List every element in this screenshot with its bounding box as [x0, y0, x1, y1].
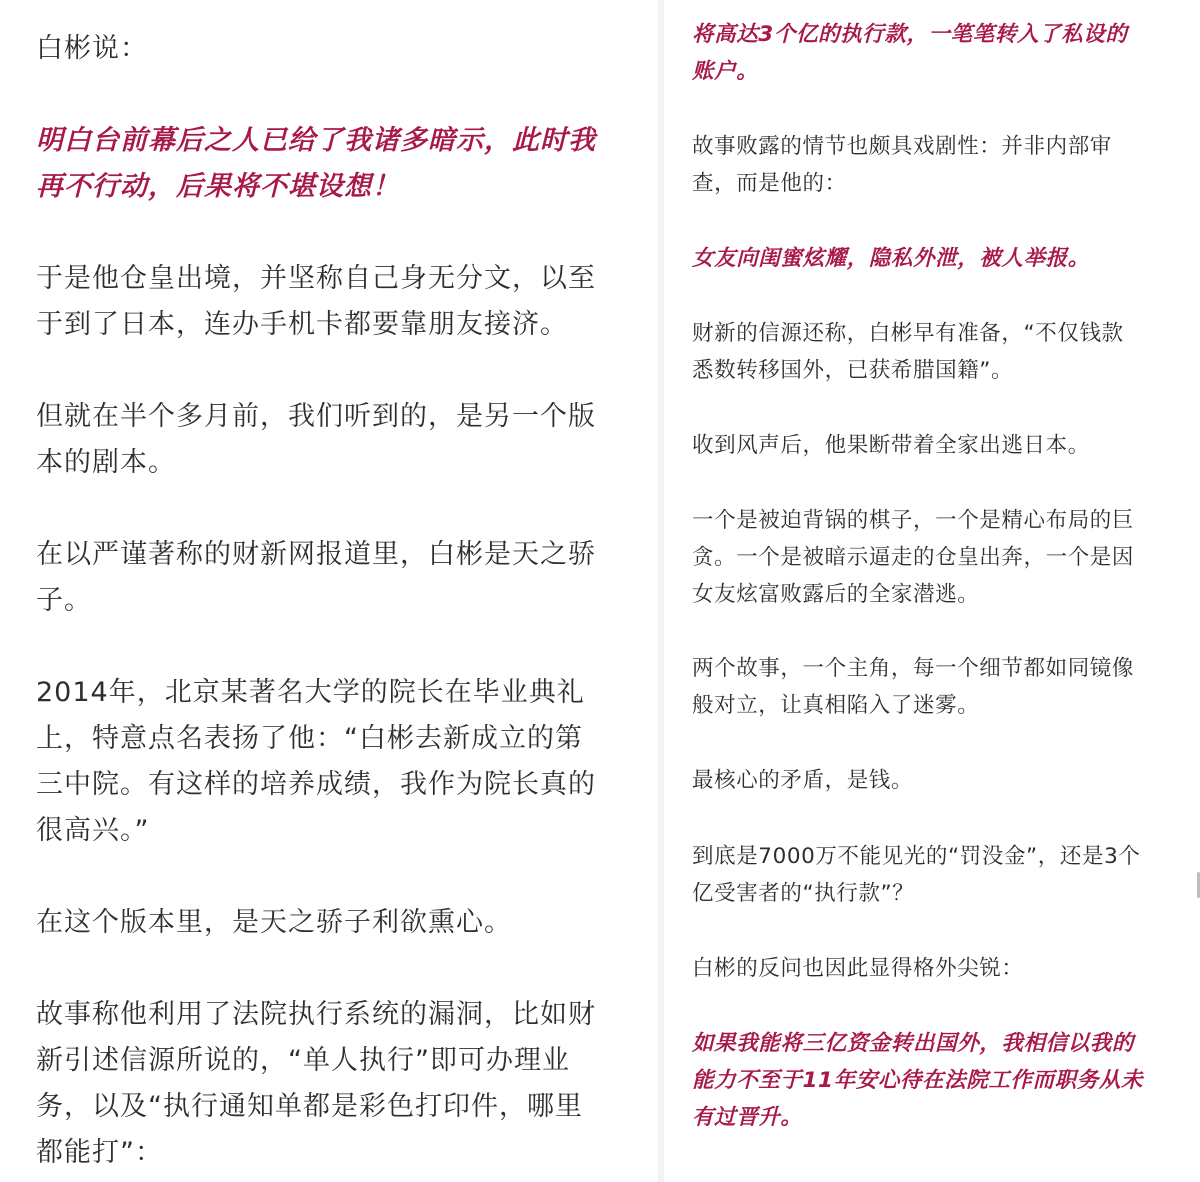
right-paragraph	[692, 838, 1140, 912]
right-paragraph	[692, 427, 1090, 464]
right-paragraph-highlight	[692, 16, 1127, 90]
right-article-panel	[664, 0, 1200, 1182]
text-line: 如果我能将三亿资金转出国外，我相信以我的	[692, 1031, 1135, 1056]
text-line: 白彬的反问也因此显得格外尖锐：	[692, 956, 1024, 981]
text-line: 故事称他利用了法院执行系统的漏洞，比如财	[36, 999, 596, 1030]
text-line: 女友炫富败露后的全家潜逃。	[692, 582, 980, 607]
left-paragraph	[36, 670, 596, 854]
text-line: 再不行动，后果将不堪设想！	[36, 171, 400, 202]
text-line: 明白台前幕后之人已给了我诸多暗示，此时我	[36, 125, 596, 156]
text-line: 务，以及“执行通知单都是彩色打印件，哪里	[36, 1091, 583, 1122]
text-line: 上，特意点名表扬了他：“白彬去新成立的第	[36, 723, 583, 754]
text-line: 女友向闺蜜炫耀，隐私外泄，被人举报。	[692, 246, 1090, 271]
right-paragraph-highlight	[692, 240, 1090, 277]
text-line: 于是他仓皇出境，并坚称自己身无分文，以至	[36, 263, 596, 294]
left-paragraph	[36, 26, 148, 72]
text-line: 将高达3个亿的执行款，一笔笔转入了私设的	[692, 22, 1128, 47]
text-line: 一个是被迫背锅的棋子，一个是精心布局的巨	[692, 508, 1135, 533]
text-line: 子。	[36, 585, 92, 616]
text-line: 白彬说：	[36, 33, 148, 64]
text-line: 三中院。有这样的培养成绩，我作为院长真的	[36, 769, 596, 800]
right-paragraph	[692, 950, 1024, 987]
text-line: 于到了日本，连办手机卡都要靠朋友接济。	[36, 309, 568, 340]
text-line: 在这个版本里，是天之骄子利欲熏心。	[36, 907, 512, 938]
left-paragraph	[36, 532, 596, 624]
text-line: 两个故事，一个主角，每一个细节都如同镜像	[692, 656, 1135, 681]
text-line: 但就在半个多月前，我们听到的，是另一个版	[36, 401, 596, 432]
text-line: 新引述信源所说的，“单人执行”即可办理业	[36, 1045, 570, 1076]
text-line: 最核心的矛盾，是钱。	[692, 768, 914, 793]
text-line: 财新的信源还称，白彬早有准备，“不仅钱款	[692, 321, 1124, 346]
right-paragraph	[692, 762, 913, 799]
left-paragraph	[36, 992, 596, 1176]
text-line: 本的剧本。	[36, 447, 176, 478]
text-line: 都能打”：	[36, 1137, 163, 1168]
text-line: 账户。	[692, 59, 759, 84]
text-line: 悉数转移国外，已获希腊国籍”。	[692, 358, 1014, 383]
text-line: 2014年，北京某著名大学的院长在毕业典礼	[36, 677, 585, 708]
text-line: 很高兴。”	[36, 815, 150, 846]
text-line: 到底是7000万不能见光的“罚没金”，还是3个	[692, 844, 1141, 869]
left-paragraph	[36, 394, 596, 486]
text-line: 查，而是他的：	[692, 171, 847, 196]
left-paragraph	[36, 256, 596, 348]
left-paragraph	[36, 900, 512, 946]
text-line: 般对立，让真相陷入了迷雾。	[692, 693, 980, 718]
text-line: 在以严谨著称的财新网报道里，白彬是天之骄	[36, 539, 596, 570]
right-paragraph	[692, 315, 1124, 389]
text-line: 亿受害者的“执行款”？	[692, 881, 915, 906]
right-paragraph	[692, 650, 1134, 724]
text-line: 收到风声后，他果断带着全家出逃日本。	[692, 433, 1090, 458]
text-line: 有过晋升。	[692, 1105, 803, 1130]
right-paragraph-highlight	[692, 1025, 1143, 1136]
right-paragraph	[692, 128, 1112, 202]
text-line: 故事败露的情节也颇具戏剧性：并非内部审	[692, 134, 1112, 159]
left-paragraph-highlight	[36, 118, 596, 210]
text-line: 能力不至于11年安心待在法院工作而职务从未	[692, 1068, 1144, 1093]
text-line: 贪。一个是被暗示逼走的仓皇出奔，一个是因	[692, 545, 1135, 570]
right-paragraph	[692, 502, 1134, 613]
